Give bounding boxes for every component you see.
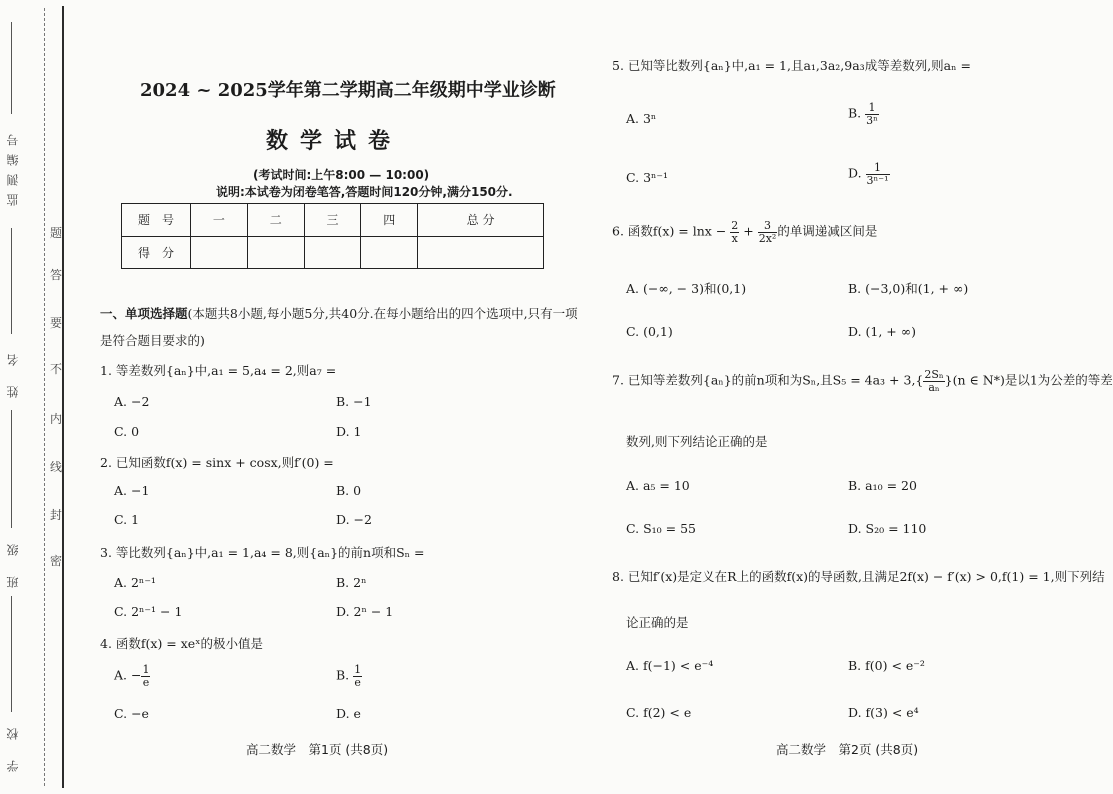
- seal-char: 答: [50, 268, 63, 282]
- fraction-denominator: e: [354, 675, 361, 689]
- exam-time: (考试时间:上午8:00 — 10:00): [253, 168, 430, 182]
- question-6-option-d: D. (1, + ∞): [848, 324, 917, 339]
- fraction-numerator: 2: [731, 219, 739, 232]
- question-4-option-d: D. e: [336, 706, 361, 721]
- fraction: [865, 102, 879, 126]
- question-8-option-b: B. f(0) < e⁻²: [848, 658, 925, 673]
- subject-title: 数学试卷: [266, 128, 403, 154]
- seal-char: 内: [50, 412, 63, 426]
- question-5-option-a: A. 3ⁿ: [626, 111, 657, 126]
- score-table-score-row: [122, 236, 544, 269]
- question-3-option-b: B. 2ⁿ: [336, 575, 367, 590]
- question-5-stem: 5. 已知等比数列{aₙ}中,a₁ = 1,且a₁,3a₂,9a₃成等差数列,则aₙ =: [612, 58, 971, 73]
- monitor-number-label: 监测编号: [6, 126, 20, 206]
- option-prefix: B.: [848, 105, 862, 121]
- fraction-numerator: 1: [142, 663, 150, 676]
- monitor-number-line: [11, 22, 12, 114]
- fraction-numerator: 1: [865, 102, 879, 115]
- question-7-stem: [612, 369, 1113, 393]
- question-3-option-d: D. 2ⁿ − 1: [336, 604, 394, 619]
- question-2-option-a: A. −1: [114, 483, 150, 498]
- score-table-cell: 四: [361, 204, 418, 237]
- seal-char: 题: [50, 226, 63, 240]
- question-2-option-c: C. 1: [114, 512, 140, 527]
- question-1-option-a: A. −2: [114, 394, 150, 409]
- stem-text: 6. 函数f(x) = lnx −: [612, 223, 727, 239]
- score-table-cell: 一: [191, 204, 248, 237]
- question-8-stem-line2: 论正确的是: [626, 615, 689, 630]
- section-desc-line1: (本题共8小题,每小题5分,共40分.在每小题给出的四个选项中,只有一项: [187, 306, 578, 321]
- class-label: 班 级: [6, 536, 20, 588]
- score-table: [121, 203, 544, 269]
- question-1-option-d: D. 1: [336, 424, 362, 439]
- question-4-stem: 4. 函数f(x) = xeˣ的极小值是: [100, 636, 263, 651]
- question-5-option-c: C. 3ⁿ⁻¹: [626, 170, 669, 185]
- fraction-denominator: aₙ: [928, 380, 940, 394]
- question-8-option-c: C. f(2) < e: [626, 705, 692, 720]
- question-6-option-c: C. (0,1): [626, 324, 673, 339]
- question-8-option-a: A. f(−1) < e⁻⁴: [626, 658, 714, 673]
- section-title: 一、单项选择题: [100, 306, 188, 321]
- seal-dashed-line: [44, 8, 45, 786]
- fraction-denominator: 3ⁿ: [866, 113, 878, 127]
- question-7-option-c: C. S₁₀ = 55: [626, 521, 696, 536]
- question-5-option-b: [848, 102, 879, 126]
- name-label: 姓 名: [6, 346, 20, 398]
- fraction-numerator: 2Sₙ: [924, 368, 944, 381]
- stem-text: 的单调递减区间是: [777, 223, 878, 239]
- question-3-option-c: C. 2ⁿ⁻¹ − 1: [114, 604, 183, 619]
- question-6-option-a: A. (−∞, − 3)和(0,1): [626, 281, 747, 296]
- class-line: [11, 410, 12, 528]
- seal-char: 不: [50, 362, 63, 376]
- score-input-cell: [418, 236, 544, 269]
- question-8-stem: 8. 已知f′(x)是定义在R上的函数f(x)的导函数,且满足2f(x) − f′(x) > 0,f(1) = 1,则下列结: [612, 569, 1105, 584]
- section-heading: [100, 304, 578, 322]
- school-line: [11, 596, 12, 712]
- seal-char: 封: [50, 508, 63, 522]
- fraction-denominator: x: [731, 231, 738, 245]
- score-input-cell: [247, 236, 304, 269]
- question-2-stem: 2. 已知函数f(x) = sinx + cosx,则f′(0) =: [100, 455, 334, 470]
- fraction-numerator: 1: [354, 663, 362, 676]
- footer-page-2: 高二数学 第2页 (共8页): [776, 742, 919, 757]
- question-2-option-d: D. −2: [336, 512, 372, 527]
- option-prefix: A. −: [114, 667, 142, 683]
- footer-page-1: 高二数学 第1页 (共8页): [246, 742, 389, 757]
- question-7-option-a: A. a₅ = 10: [626, 478, 690, 493]
- seal-char: 线: [50, 460, 63, 474]
- question-3-option-a: A. 2ⁿ⁻¹: [114, 575, 156, 590]
- stem-text: }(n ∈ N*)是以1为公差的等差: [944, 372, 1113, 388]
- score-table-header-row: [122, 204, 544, 237]
- question-7-stem-line2: 数列,则下列结论正确的是: [626, 434, 768, 449]
- exam-title: 2024 ~ 2025学年第二学期高二年级期中学业诊断: [140, 80, 556, 101]
- score-table-cell: 得 分: [122, 236, 191, 269]
- score-table-cell: 题 号: [122, 204, 191, 237]
- fraction: [141, 664, 150, 688]
- question-4-option-a: [114, 664, 150, 688]
- score-table-cell: 二: [247, 204, 304, 237]
- fraction-numerator: 1: [866, 162, 890, 175]
- question-5-option-d: [848, 162, 890, 186]
- seal-char: 要: [50, 316, 63, 330]
- name-line: [11, 228, 12, 334]
- fraction: [866, 162, 890, 186]
- fraction-denominator: e: [142, 675, 150, 689]
- plus-sign: +: [743, 223, 754, 239]
- fraction-denominator: 3ⁿ⁻¹: [866, 173, 889, 187]
- question-8-option-d: D. f(3) < e⁴: [848, 705, 919, 720]
- binding-border-line: [62, 6, 64, 788]
- score-input-cell: [191, 236, 248, 269]
- score-input-cell: [304, 236, 361, 269]
- fraction: [730, 220, 739, 244]
- score-table-cell: 三: [304, 204, 361, 237]
- binding-sidebar: [0, 0, 64, 794]
- fraction-numerator: 3: [758, 220, 778, 233]
- question-1-stem: 1. 等差数列{aₙ}中,a₁ = 5,a₄ = 2,则a₇ =: [100, 363, 337, 378]
- question-1-option-b: B. −1: [336, 394, 372, 409]
- question-1-option-c: C. 0: [114, 424, 140, 439]
- fraction: [923, 369, 944, 393]
- score-input-cell: [361, 236, 418, 269]
- question-3-stem: 3. 等比数列{aₙ}中,a₁ = 1,a₄ = 8,则{aₙ}的前n项和Sₙ =: [100, 545, 425, 560]
- exam-note: 说明:本试卷为闭卷笔答,答题时间120分钟,满分150分.: [216, 185, 513, 199]
- question-4-option-c: C. −e: [114, 706, 149, 721]
- option-prefix: B.: [336, 667, 350, 683]
- question-2-option-b: B. 0: [336, 483, 362, 498]
- fraction: [353, 664, 362, 688]
- school-label: 学 校: [6, 720, 20, 772]
- fraction-denominator: 2x²: [758, 231, 777, 245]
- seal-char: 密: [50, 554, 63, 568]
- question-4-option-b: [336, 664, 362, 688]
- score-table-cell: 总 分: [418, 204, 544, 237]
- question-7-option-d: D. S₂₀ = 110: [848, 521, 927, 536]
- question-6-stem: [612, 220, 877, 244]
- section-desc-line2: 是符合题目要求的): [100, 333, 205, 348]
- stem-text: 7. 已知等差数列{aₙ}的前n项和为Sₙ,且S₅ = 4a₃ + 3,{: [612, 372, 924, 388]
- question-7-option-b: B. a₁₀ = 20: [848, 478, 917, 493]
- option-prefix: D.: [848, 165, 862, 181]
- fraction: [758, 220, 778, 244]
- question-6-option-b: B. (−3,0)和(1, + ∞): [848, 281, 969, 296]
